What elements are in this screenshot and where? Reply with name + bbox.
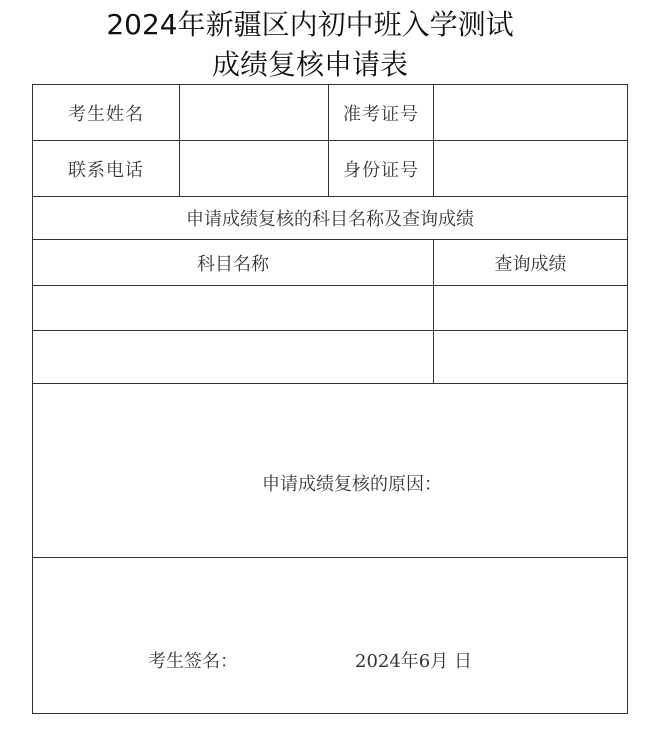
table-row [33,331,628,384]
form-title-line-1: 2024年新疆区内初中班入学测试 [106,8,514,41]
row-name [33,85,628,141]
row-contact [33,141,628,197]
exam-name-label: 考生姓名 [33,85,180,141]
subject-field-2[interactable] [33,331,434,384]
table-row [33,286,628,331]
row-section-header [33,197,628,240]
phone-label: 联系电话 [33,141,180,197]
id-number-field[interactable] [434,141,628,197]
review-application-form [32,84,628,714]
id-number-label: 身份证号 [329,141,434,197]
row-signature [33,558,628,714]
signature-label: 考生签名： [148,651,238,672]
signature-date: 2024年6月 日 [355,651,472,672]
form-title-line-2: 成绩复核申请表 [211,48,408,81]
subject-field-1[interactable] [33,286,434,331]
exam-name-field[interactable] [180,85,329,141]
score-column-header: 查询成绩 [434,240,628,286]
reason-field[interactable] [33,384,628,558]
row-reason [33,384,628,558]
phone-field[interactable] [180,141,329,197]
exam-number-field[interactable] [434,85,628,141]
score-field-1[interactable] [434,286,628,331]
exam-number-label: 准考证号 [329,85,434,141]
subject-column-header: 科目名称 [33,240,434,286]
section-header: 申请成绩复核的科目名称及查询成绩 [33,197,628,240]
score-field-2[interactable] [434,331,628,384]
reason-label: 申请成绩复核的原因： [262,473,442,495]
signature-area[interactable] [33,558,628,714]
row-column-headers [33,240,628,286]
